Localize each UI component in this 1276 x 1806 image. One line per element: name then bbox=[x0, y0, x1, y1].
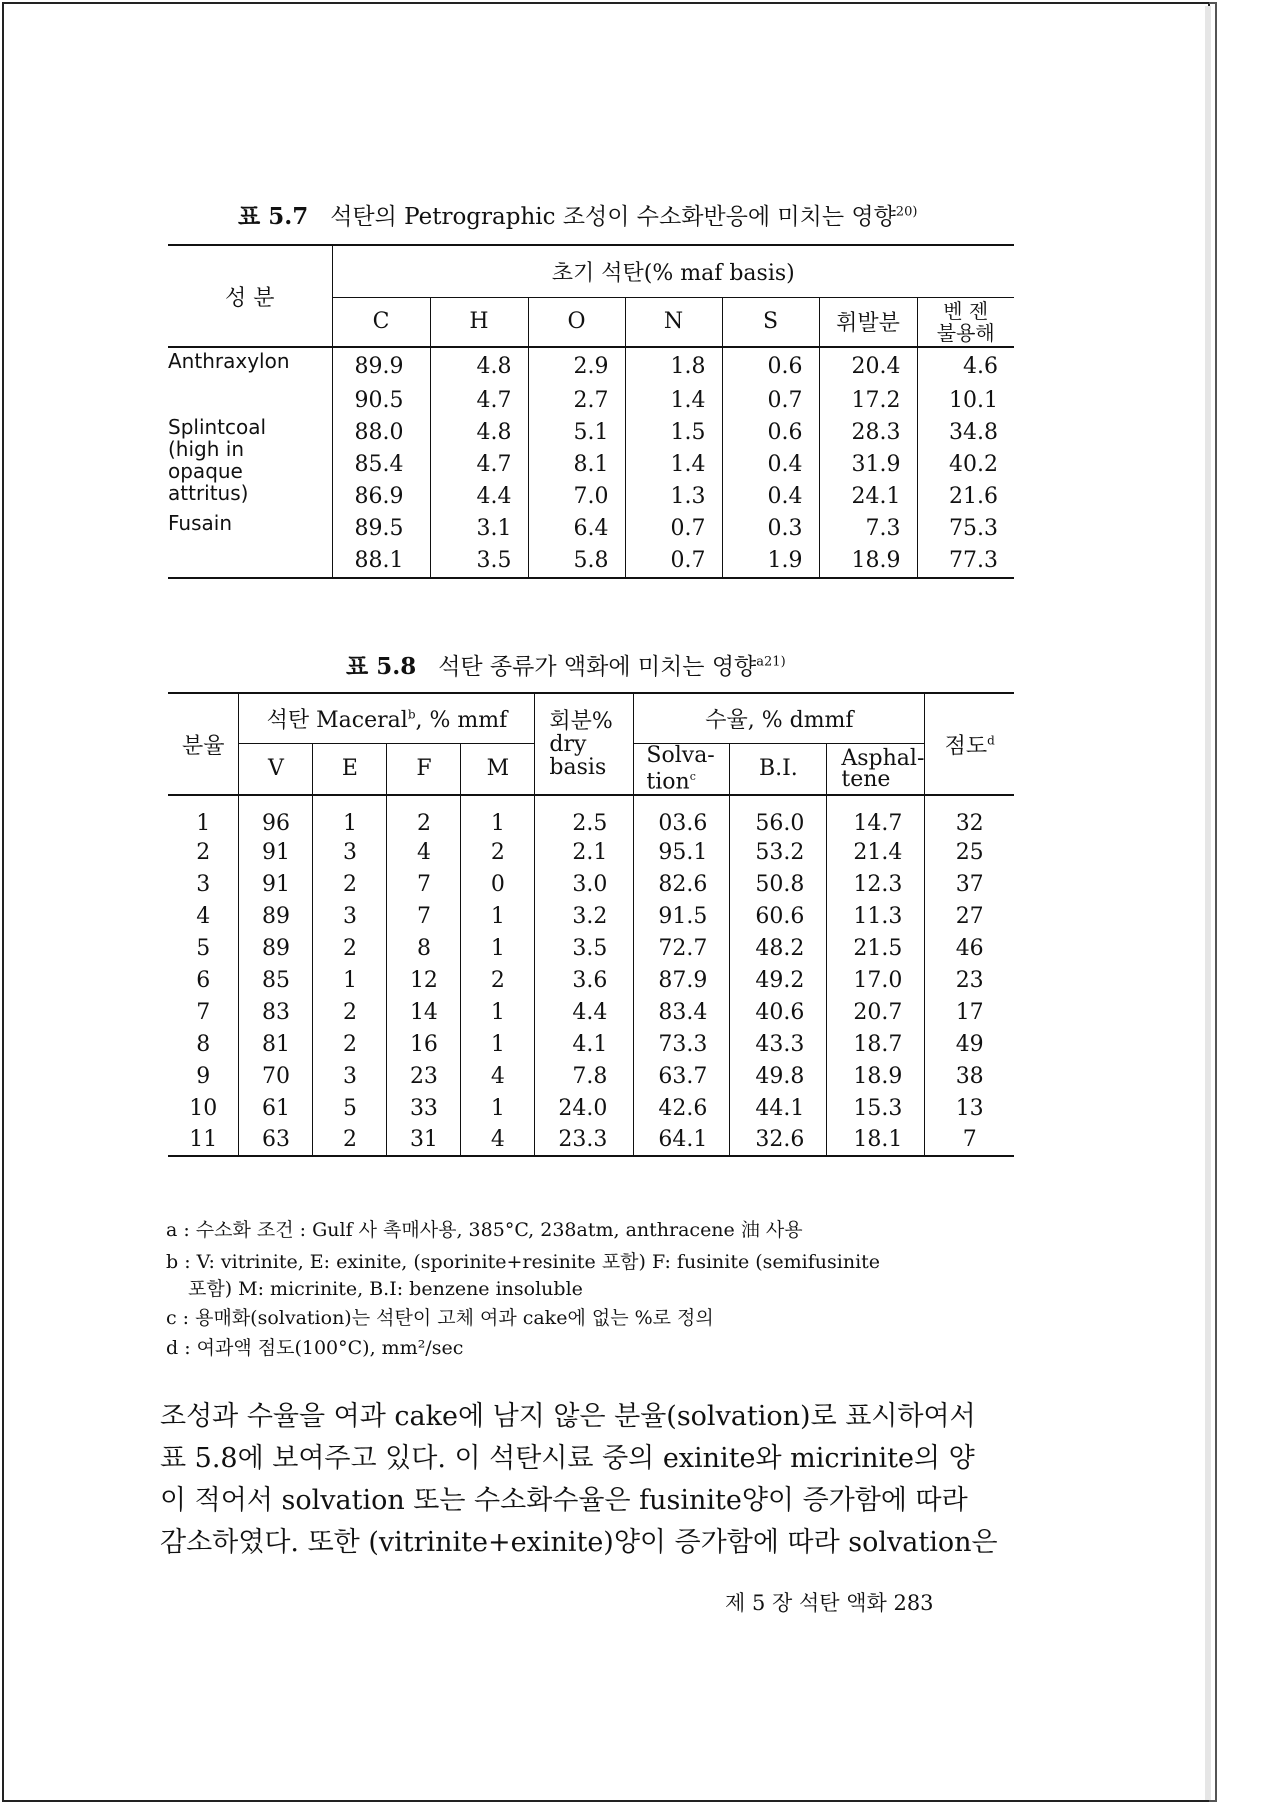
table-cell: 81 bbox=[239, 1028, 313, 1060]
row-label: Fusain bbox=[168, 511, 232, 535]
table-cell: 3.2 bbox=[535, 900, 634, 932]
table-cell: 50.8 bbox=[730, 868, 827, 900]
table-cell: 91.5 bbox=[634, 900, 730, 932]
maceral-header: 석탄 Maceral$^b$, % mmf bbox=[239, 693, 535, 743]
table-cell: 72.7 bbox=[634, 932, 730, 964]
table-cell: 13 bbox=[925, 1092, 1014, 1124]
table-cell: 11.3 bbox=[827, 900, 925, 932]
table-cell: 4.1 bbox=[535, 1028, 634, 1060]
table-cell: 82.6 bbox=[634, 868, 730, 900]
table-row bbox=[168, 868, 1014, 900]
table-cell: 1 bbox=[313, 796, 387, 836]
table-cell: 4.6 bbox=[917, 347, 1014, 384]
table-cell: 85.4 bbox=[332, 448, 430, 480]
table-cell: 0.6 bbox=[722, 347, 819, 384]
column-header: 휘발분 bbox=[819, 297, 917, 347]
table-cell: 2 bbox=[313, 1028, 387, 1060]
table-cell: 03.6 bbox=[634, 796, 730, 836]
table-row bbox=[168, 900, 1014, 932]
table-cell: 28.3 bbox=[819, 416, 917, 448]
table-cell: 21.5 bbox=[827, 932, 925, 964]
table-cell: 7.0 bbox=[528, 480, 625, 512]
table-cell: 61 bbox=[239, 1092, 313, 1124]
table-cell: 5 bbox=[196, 935, 211, 961]
table-cell: 91 bbox=[239, 868, 313, 900]
table-cell: 0.7 bbox=[625, 512, 722, 544]
table-cell: 1 bbox=[461, 900, 535, 932]
table-cell: 8 bbox=[387, 932, 461, 964]
table-5-8-caption bbox=[346, 648, 786, 681]
table-cell: 5.1 bbox=[528, 416, 625, 448]
table-cell: 2.9 bbox=[528, 347, 625, 384]
table-cell: 4 bbox=[461, 1124, 535, 1156]
table-cell: 33 bbox=[387, 1092, 461, 1124]
row-label: Splintcoal (high in opaque attritus) bbox=[168, 415, 267, 505]
table-cell: 7 bbox=[196, 999, 211, 1025]
table-cell: 77.3 bbox=[917, 544, 1014, 578]
table-row bbox=[168, 932, 1014, 964]
table-cell: 0.6 bbox=[722, 416, 819, 448]
table-row bbox=[168, 1060, 1014, 1092]
table-cell: 2.5 bbox=[535, 796, 634, 836]
table-cell: 96 bbox=[239, 796, 313, 836]
table-cell: 5.8 bbox=[528, 544, 625, 578]
table-cell: 0.7 bbox=[625, 544, 722, 578]
column-header: 벤 젠 불용해 bbox=[917, 297, 1014, 347]
row-header: 성 분 bbox=[168, 245, 332, 347]
table-5-7-caption bbox=[238, 198, 917, 231]
table-cell: 24.0 bbox=[535, 1092, 634, 1124]
table-cell: 7 bbox=[387, 868, 461, 900]
table-cell: 15.3 bbox=[827, 1092, 925, 1124]
table-cell: 3.5 bbox=[430, 544, 528, 578]
table-cell: 23 bbox=[925, 964, 1014, 996]
table-cell: 3 bbox=[313, 1060, 387, 1092]
table-cell: 43.3 bbox=[730, 1028, 827, 1060]
text-line: 조성과 수율을 여과 cake에 남지 않은 분율(solvation)로 표시하여서 bbox=[160, 1401, 976, 1432]
caption-ref: a21) bbox=[756, 654, 786, 670]
table-cell: 3.6 bbox=[535, 964, 634, 996]
table-cell: 2 bbox=[313, 868, 387, 900]
body-paragraph bbox=[160, 1396, 1020, 1564]
table-cell: 17.0 bbox=[827, 964, 925, 996]
table-cell: 18.7 bbox=[827, 1028, 925, 1060]
page-edge-border bbox=[1209, 2, 1217, 1802]
table-cell: 14 bbox=[387, 996, 461, 1028]
table-cell: 53.2 bbox=[730, 836, 827, 868]
table-cell: 73.3 bbox=[634, 1028, 730, 1060]
sub-header: V bbox=[239, 743, 313, 795]
table-cell: 0 bbox=[461, 868, 535, 900]
table-cell: 42.6 bbox=[634, 1092, 730, 1124]
table-row bbox=[168, 796, 1014, 836]
table-cell: 87.9 bbox=[634, 964, 730, 996]
table-cell: 64.1 bbox=[634, 1124, 730, 1156]
table-cell: 75.3 bbox=[917, 512, 1014, 544]
table-number: 표 5.8 bbox=[346, 653, 417, 680]
table-cell: 1.5 bbox=[625, 416, 722, 448]
fraction-header: 분율 bbox=[168, 693, 239, 795]
table-cell: 1.4 bbox=[625, 448, 722, 480]
table-cell: 48.2 bbox=[730, 932, 827, 964]
column-header: S bbox=[722, 297, 819, 347]
table-cell: 4 bbox=[387, 836, 461, 868]
table-cell: 4.8 bbox=[430, 347, 528, 384]
table-cell: 0.7 bbox=[722, 384, 819, 416]
table-cell: 4.4 bbox=[535, 996, 634, 1028]
table-cell: 3.5 bbox=[535, 932, 634, 964]
table-row bbox=[168, 836, 1014, 868]
table-row bbox=[168, 1092, 1014, 1124]
table-cell: 83.4 bbox=[634, 996, 730, 1028]
table-cell: 38 bbox=[925, 1060, 1014, 1092]
table-5-7 bbox=[168, 244, 1014, 579]
table-cell: 12.3 bbox=[827, 868, 925, 900]
footnote: 포함) M: micrinite, B.I: benzene insoluble bbox=[188, 1278, 583, 1300]
table-cell: 6 bbox=[196, 967, 211, 993]
table-cell: 86.9 bbox=[332, 480, 430, 512]
table-cell: 18.1 bbox=[827, 1124, 925, 1156]
table-cell: 20.7 bbox=[827, 996, 925, 1028]
table-cell: 4.4 bbox=[430, 480, 528, 512]
table-cell: 89 bbox=[239, 900, 313, 932]
table-cell: 1.8 bbox=[625, 347, 722, 384]
footnote: a : 수소화 조건 : Gulf 사 촉매사용, 385°C, 238atm, anthracene 油 사용 bbox=[166, 1219, 803, 1241]
table-cell: 10.1 bbox=[917, 384, 1014, 416]
table-cell: 6.4 bbox=[528, 512, 625, 544]
table-cell: 20.4 bbox=[819, 347, 917, 384]
bi-header: B.I. bbox=[730, 743, 827, 795]
column-header: H bbox=[430, 297, 528, 347]
table-cell: 27 bbox=[925, 900, 1014, 932]
table-row bbox=[168, 996, 1014, 1028]
table-cell: 18.9 bbox=[819, 544, 917, 578]
table-cell: 40.2 bbox=[917, 448, 1014, 480]
table-row bbox=[168, 347, 1014, 384]
table-cell: 4.7 bbox=[430, 384, 528, 416]
table-cell: 2 bbox=[313, 1124, 387, 1156]
table-row bbox=[168, 512, 1014, 544]
caption-ref: 20) bbox=[895, 204, 918, 220]
table-cell: 2 bbox=[196, 839, 211, 865]
table-cell: 1.4 bbox=[625, 384, 722, 416]
group-header: 초기 석탄(% maf basis) bbox=[332, 245, 1014, 297]
sub-header: F bbox=[387, 743, 461, 795]
table-cell: 32.6 bbox=[730, 1124, 827, 1156]
table-cell: 3.1 bbox=[430, 512, 528, 544]
text-line: 감소하였다. 또한 (vitrinite+exinite)양이 증가함에 따라 solvation은 bbox=[160, 1527, 998, 1558]
table-cell: 7.8 bbox=[535, 1060, 634, 1092]
sub-header: M bbox=[461, 743, 535, 795]
table-cell: 14.7 bbox=[827, 796, 925, 836]
table-cell: 7.3 bbox=[819, 512, 917, 544]
table-cell: 4 bbox=[461, 1060, 535, 1092]
footnote: b : V: vitrinite, E: exinite, (sporinite+resinite 포함) F: fusinite (semifusinite bbox=[166, 1251, 881, 1273]
table-cell: 23.3 bbox=[535, 1124, 634, 1156]
table-cell: 1 bbox=[461, 1092, 535, 1124]
table-cell: 7 bbox=[925, 1124, 1014, 1156]
table-cell: 90.5 bbox=[332, 384, 430, 416]
table-cell: 17 bbox=[925, 996, 1014, 1028]
ash-header: 회분% dry basis bbox=[535, 693, 634, 795]
table-cell: 2 bbox=[461, 836, 535, 868]
table-cell: 89.5 bbox=[332, 512, 430, 544]
table-cell: 2 bbox=[313, 996, 387, 1028]
table-cell: 0.4 bbox=[722, 480, 819, 512]
table-cell: 88.0 bbox=[332, 416, 430, 448]
table-cell: 91 bbox=[239, 836, 313, 868]
table-cell: 89 bbox=[239, 932, 313, 964]
table-cell: 88.1 bbox=[332, 544, 430, 578]
table-cell: 8 bbox=[196, 1031, 211, 1057]
table-cell: 1 bbox=[461, 932, 535, 964]
table-cell: 25 bbox=[925, 836, 1014, 868]
table-cell: 12 bbox=[387, 964, 461, 996]
table-cell: 4.7 bbox=[430, 448, 528, 480]
table-cell: 31.9 bbox=[819, 448, 917, 480]
table-cell: 1 bbox=[461, 996, 535, 1028]
table-number: 표 5.7 bbox=[238, 203, 309, 230]
table-cell: 3 bbox=[196, 871, 211, 897]
table-row bbox=[168, 964, 1014, 996]
table-cell: 23 bbox=[387, 1060, 461, 1092]
table-cell: 83 bbox=[239, 996, 313, 1028]
caption-text: 석탄의 Petrographic 조성이 수소화반응에 미치는 영향 bbox=[330, 204, 896, 230]
table-cell: 4 bbox=[196, 903, 211, 929]
table-cell: 44.1 bbox=[730, 1092, 827, 1124]
table-cell: 3.0 bbox=[535, 868, 634, 900]
column-header: O bbox=[528, 297, 625, 347]
table-cell: 37 bbox=[925, 868, 1014, 900]
caption-text: 석탄 종류가 액화에 미치는 영향 bbox=[438, 654, 757, 680]
row-label: Anthraxylon bbox=[168, 349, 290, 373]
table-cell: 0.4 bbox=[722, 448, 819, 480]
text-line: 이 적어서 solvation 또는 수소화수율은 fusinite양이 증가함에 따라 bbox=[160, 1485, 968, 1516]
table-cell: 18.9 bbox=[827, 1060, 925, 1092]
table-cell: 63.7 bbox=[634, 1060, 730, 1092]
table-cell: 1 bbox=[196, 811, 211, 836]
table-cell: 49 bbox=[925, 1028, 1014, 1060]
table-cell: 2 bbox=[387, 796, 461, 836]
table-cell: 2 bbox=[461, 964, 535, 996]
table-cell: 10 bbox=[189, 1095, 218, 1121]
table-5-8 bbox=[168, 692, 1014, 1157]
table-row bbox=[168, 416, 1014, 448]
table-cell: 9 bbox=[196, 1063, 211, 1089]
viscosity-header: 점도$^d$ bbox=[944, 733, 995, 759]
table-cell: 34.8 bbox=[917, 416, 1014, 448]
table-cell: 40.6 bbox=[730, 996, 827, 1028]
table-cell: 95.1 bbox=[634, 836, 730, 868]
column-header: N bbox=[625, 297, 722, 347]
table-cell: 31 bbox=[387, 1124, 461, 1156]
table-cell: 5 bbox=[313, 1092, 387, 1124]
table-cell: 3 bbox=[313, 836, 387, 868]
table-cell: 3 bbox=[313, 900, 387, 932]
table-cell: 4.8 bbox=[430, 416, 528, 448]
sub-header: E bbox=[313, 743, 387, 795]
table-cell: 46 bbox=[925, 932, 1014, 964]
table-cell: 70 bbox=[239, 1060, 313, 1092]
solvation-header: Solva- tion$^c$ bbox=[634, 743, 730, 795]
table-cell: 1 bbox=[461, 1028, 535, 1060]
asphaltene-header: Asphal- tene bbox=[827, 743, 925, 795]
table-cell: 0.3 bbox=[722, 512, 819, 544]
table-cell: 11 bbox=[189, 1127, 218, 1152]
column-header: C bbox=[332, 297, 430, 347]
table-cell: 2.7 bbox=[528, 384, 625, 416]
table-cell: 63 bbox=[239, 1124, 313, 1156]
table-cell: 1.9 bbox=[722, 544, 819, 578]
table-cell: 49.8 bbox=[730, 1060, 827, 1092]
page-footer: 제 5 장 석탄 액화 283 bbox=[725, 1591, 934, 1615]
table-cell: 16 bbox=[387, 1028, 461, 1060]
table-cell: 17.2 bbox=[819, 384, 917, 416]
table-cell: 60.6 bbox=[730, 900, 827, 932]
table-cell: 7 bbox=[387, 900, 461, 932]
table-cell: 24.1 bbox=[819, 480, 917, 512]
table-cell: 32 bbox=[925, 796, 1014, 836]
table-cell: 1 bbox=[313, 964, 387, 996]
table-cell: 8.1 bbox=[528, 448, 625, 480]
table-cell: 21.4 bbox=[827, 836, 925, 868]
table-cell: 2.1 bbox=[535, 836, 634, 868]
text-line: 표 5.8에 보여주고 있다. 이 석탄시료 중의 exinite와 micrinite의 양 bbox=[160, 1443, 975, 1474]
table-cell: 21.6 bbox=[917, 480, 1014, 512]
table-cell: 2 bbox=[313, 932, 387, 964]
table-cell: 49.2 bbox=[730, 964, 827, 996]
table-cell: 89.9 bbox=[332, 347, 430, 384]
table-cell: 56.0 bbox=[730, 796, 827, 836]
yield-header: 수율, % dmmf bbox=[634, 693, 925, 743]
table-cell: 85 bbox=[239, 964, 313, 996]
footnote: d : 여과액 점도(100°C), mm²/sec bbox=[166, 1337, 464, 1359]
footnote: c : 용매화(solvation)는 석탄이 고체 여과 cake에 없는 %로 정의 bbox=[166, 1307, 714, 1329]
table-cell: 1.3 bbox=[625, 480, 722, 512]
table-row bbox=[168, 1028, 1014, 1060]
table-row bbox=[168, 1124, 1014, 1156]
table-cell: 1 bbox=[461, 796, 535, 836]
